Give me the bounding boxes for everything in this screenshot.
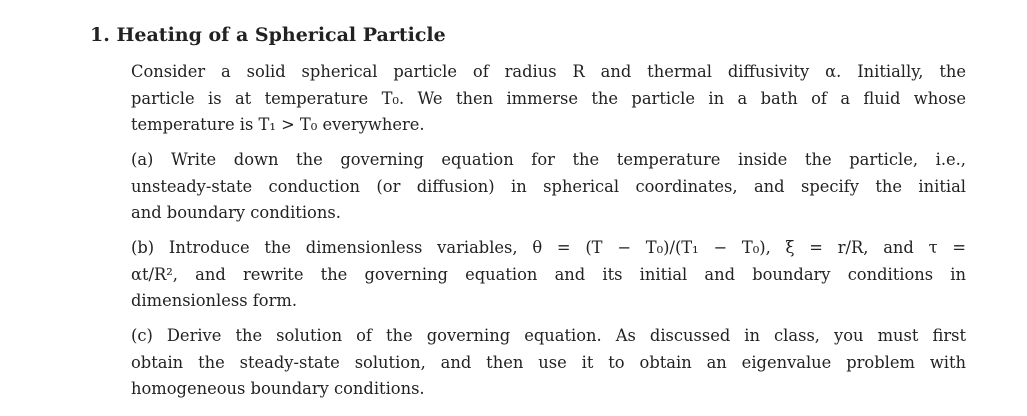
intro-paragraph: [131, 59, 966, 139]
part-c-line-2: obtain the steady-state solution, and then use it to obtain an eigenvalue problem with: [131, 352, 966, 372]
part-c-paragraph: [131, 323, 966, 403]
part-a-line-2: unsteady-state conduction (or diffusion) in spherical coordinates, and specify the initial: [131, 176, 966, 196]
part-a-line-3: and boundary conditions.: [131, 203, 341, 222]
intro-line-2: particle is at temperature T₀. We then immerse the particle in a bath of a fluid whose: [131, 88, 966, 108]
part-c-line-3: homogeneous boundary conditions.: [131, 379, 425, 398]
problem-heading: 1. Heating of a Spherical Particle: [90, 24, 446, 46]
part-a-paragraph: [131, 147, 966, 227]
part-b-line-3: dimensionless form.: [131, 291, 297, 310]
part-c-line-1: (c) Derive the solution of the governing equation. As discussed in class, you must first: [131, 326, 966, 345]
part-b-line-1: (b) Introduce the dimensionless variables, θ = (T − T₀)/(T₁ − T₀), ξ = r/R, and τ =: [131, 238, 966, 257]
intro-line-3: temperature is T₁ > T₀ everywhere.: [131, 115, 425, 134]
part-a-line-1: (a) Write down the governing equation for the temperature inside the particle, i.e.,: [131, 150, 966, 169]
part-b-line-2: αt/R², and rewrite the governing equation and its initial and boundary conditions in: [131, 264, 966, 284]
part-b-paragraph: [131, 235, 966, 315]
intro-line-1: Consider a solid spherical particle of radius R and thermal diffusivity α. Initially, the: [131, 62, 966, 81]
